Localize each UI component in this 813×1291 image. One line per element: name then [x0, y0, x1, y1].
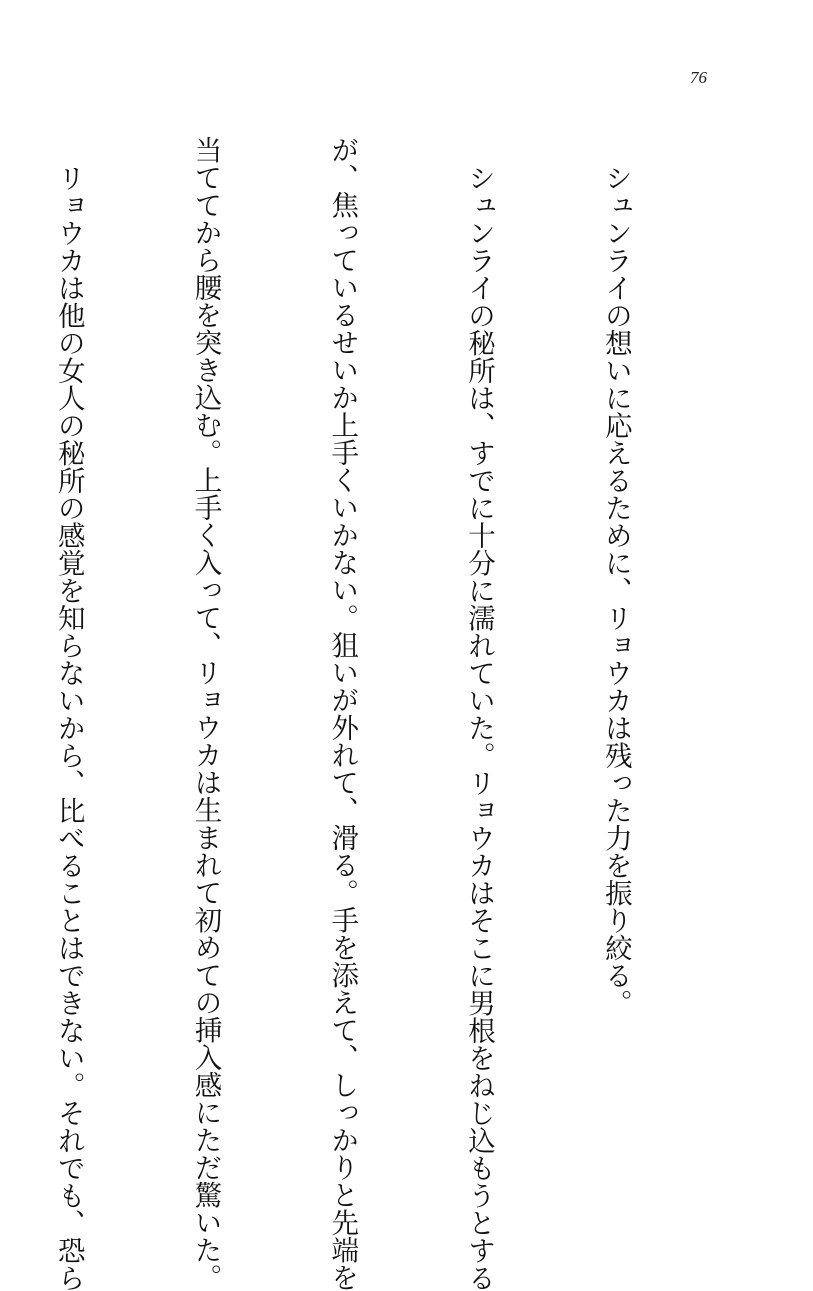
text-line: 当ててから腰を突き込む。上手く入って、リョウカは生まれて初めての挿入感にただ驚いた。 [189, 136, 222, 1291]
text-line: シュンライの想いに応えるために、リョウカは残った力を振り絞る。 [599, 163, 632, 1016]
body-text [52, 136, 729, 1291]
text-line: が、焦っているせいか上手くいかない。狙いが外れて、滑る。手を添えて、しっかりと先端を [326, 136, 359, 1291]
page-number: 76 [690, 68, 707, 87]
text-line: リョウカは他の女人の秘所の感覚を知らないから、比べることはできない。それでも、恐ら [52, 163, 85, 1291]
text-line: シュンライの秘所は、すでに十分に濡れていた。リョウカはそこに男根をねじ込もうとする [463, 163, 496, 1291]
